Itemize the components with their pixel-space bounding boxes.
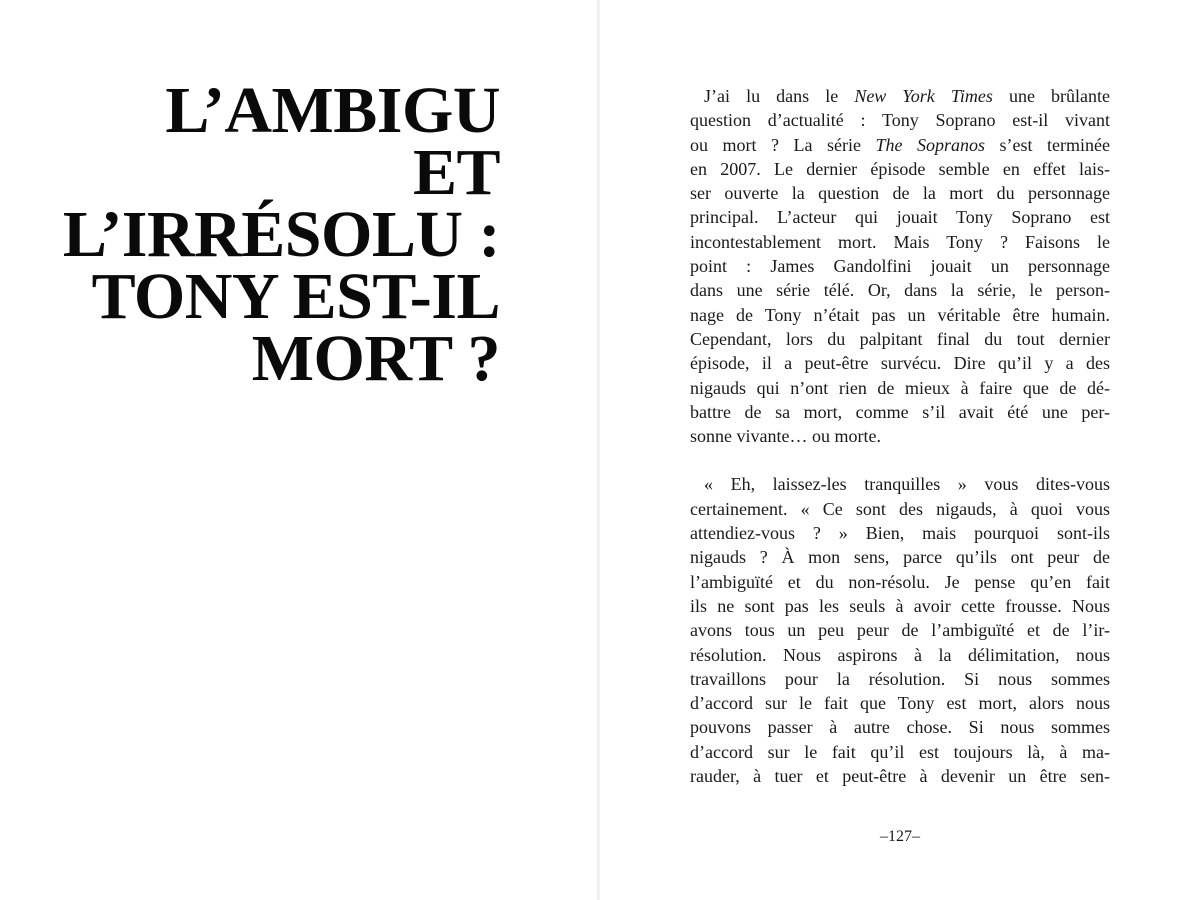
- text-line: nage de Tony n’était pas un véritable être humain.: [690, 304, 1110, 325]
- text-line: attendiez-vous ? » Bien, mais pourquoi sont-ils: [690, 523, 1110, 544]
- text-line: épisode, il a peut-être survécu. Dire qu’il y a des: [690, 353, 1110, 374]
- text-line: pouvons passer à autre chose. Si nous sommes: [690, 717, 1110, 738]
- newspaper-title: New York Times: [854, 86, 993, 106]
- text-line: Cependant, lors du palpitant final du tout dernier: [690, 328, 1110, 349]
- text-line: rauder, à tuer et peut-être à devenir un être sen-: [690, 766, 1110, 787]
- text-line: question d’actualité : Tony Soprano est-il vivant: [690, 110, 1110, 131]
- title-line-2: ET: [412, 136, 500, 209]
- body-text: [690, 84, 1110, 788]
- text-line: d’accord sur le fait que Tony est mort, alors nous: [690, 693, 1110, 714]
- text-line: travaillons pour la résolution. Si nous sommes: [690, 668, 1110, 689]
- text-line: « Eh, laissez-les tranquilles » vous dites-vous: [704, 474, 1110, 495]
- title-line-3: L’IRRÉSOLU :: [62, 198, 500, 271]
- text-line: en 2007. Le dernier épisode semble en effet lais-: [690, 158, 1110, 179]
- text-line: battre de sa mort, comme s’il avait été une per-: [690, 401, 1110, 422]
- left-page: [0, 0, 598, 900]
- page-number: –127–: [880, 828, 920, 845]
- text-line: principal. L’acteur qui jouait Tony Soprano est: [690, 207, 1110, 228]
- text-line: ils ne sont pas les seuls à avoir cette frousse. Nous: [690, 595, 1110, 616]
- series-title: The Sopranos: [875, 134, 986, 155]
- title-line-1: L’AMBIGU: [165, 74, 500, 147]
- title-line-4: TONY EST-IL: [91, 260, 500, 333]
- text-line: nigauds qui n’ont rien de mieux à faire que de dé-: [690, 377, 1110, 398]
- text-line: l’ambiguïté et du non-résolu. Je pense qu’en fait: [690, 571, 1110, 592]
- text-line: d’accord sur le fait qu’il est toujours là, à ma-: [690, 741, 1110, 762]
- text-line: point : James Gandolfini jouait un personnage: [690, 256, 1110, 277]
- text-line: ser ouverte la question de la mort du personnage: [690, 183, 1110, 204]
- text-line: dans une série télé. Or, dans la série, le person-: [690, 280, 1110, 301]
- text-line: ou mort ? La série The Sopranos s’est terminée: [690, 134, 1111, 155]
- text-line: certainement. « Ce sont des nigauds, à quoi vous: [690, 498, 1110, 519]
- title-line-5: MORT ?: [251, 322, 500, 395]
- paragraph-1: [690, 84, 1110, 448]
- text-line: sonne vivante… ou morte.: [690, 426, 881, 447]
- text-line: résolution. Nous aspirons à la délimitation, nous: [690, 644, 1110, 665]
- text-line: nigauds ? À mon sens, parce qu’ils ont peur de: [690, 547, 1110, 568]
- text-line: avons tous un peu peur de l’ambiguïté et de l’ir-: [690, 620, 1110, 641]
- paragraph-2: [690, 472, 1110, 788]
- text-line: J’ai lu dans le New York Times une brûlante: [704, 86, 1110, 106]
- chapter-title: [40, 74, 500, 395]
- text-line: incontestablement mort. Mais Tony ? Faisons le: [690, 231, 1110, 252]
